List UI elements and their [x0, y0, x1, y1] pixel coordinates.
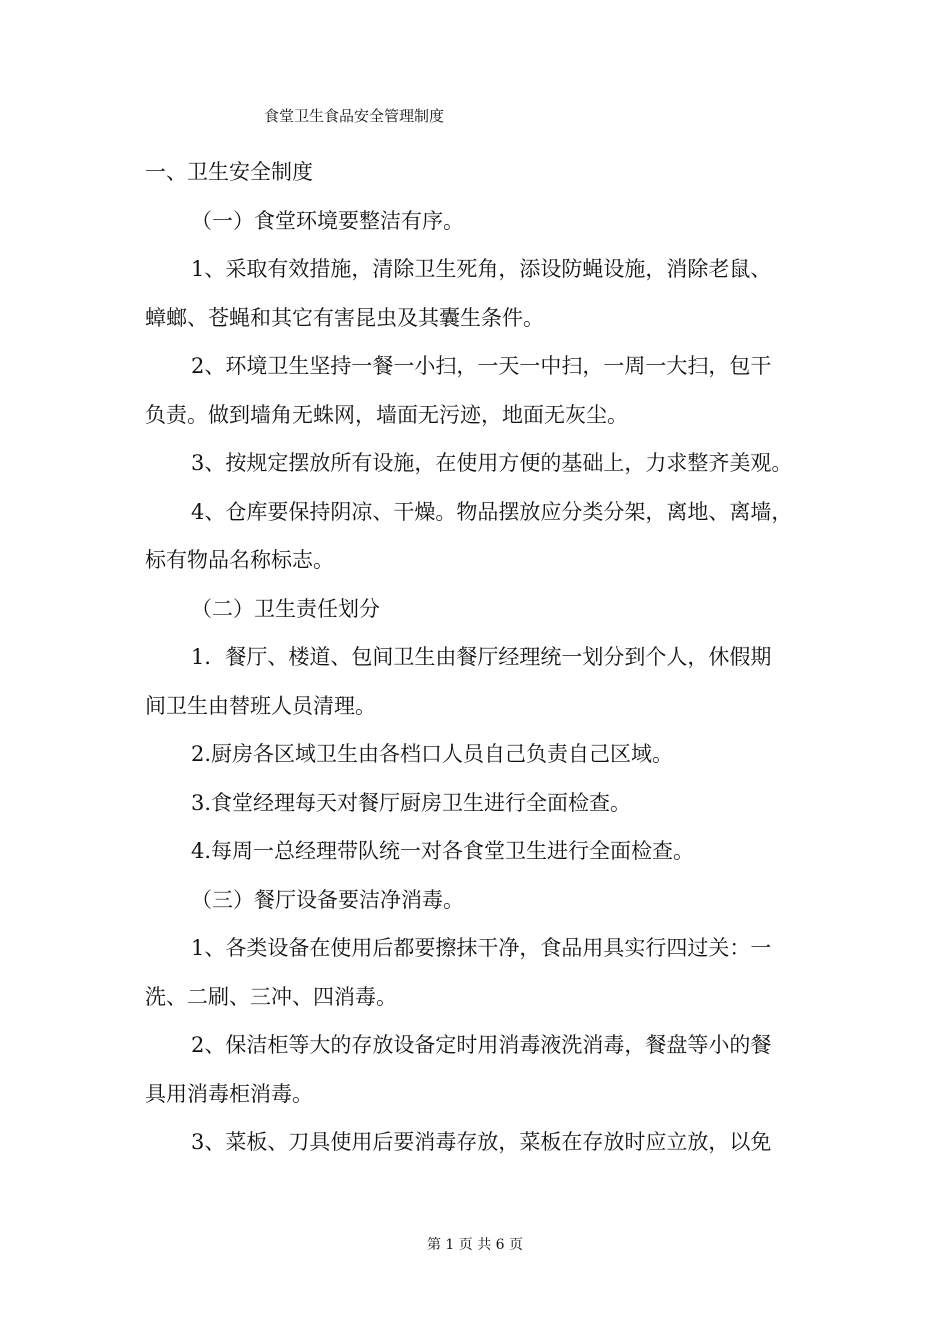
subsection-heading: （二）卫生责任划分: [191, 596, 380, 621]
subsection-heading: （一）食堂环境要整洁有序。: [191, 208, 464, 233]
paragraph-line: 4、仓库要保持阴凉、干燥。物品摆放应分类分架，离地、离墙，: [191, 499, 793, 524]
paragraph-line: 4.每周一总经理带队统一对各食堂卫生进行全面检查。: [191, 839, 695, 863]
paragraph-line: 1、各类设备在使用后都要擦抹干净，食品用具实行四过关：一: [191, 936, 772, 960]
section-heading: 一、卫生安全制度: [145, 160, 313, 184]
paragraph-line: 3、菜板、刀具使用后要消毒存放，菜板在存放时应立放，以免: [191, 1130, 772, 1154]
paragraph-line: 蟑螂、苍蝇和其它有害昆虫及其囊生条件。: [145, 305, 544, 330]
document-title: 食堂卫生食品安全管理制度: [264, 107, 445, 125]
document-body: [145, 148, 810, 1167]
paragraph-line: 负责。做到墙角无蛛网，墙面无污迹，地面无灰尘。: [145, 402, 628, 427]
paragraph-line: 具用消毒柜消毒。: [145, 1081, 313, 1106]
paragraph-line: 1、采取有效措施，清除卫生死角，添设防蝇设施，消除老鼠、: [191, 257, 772, 281]
paragraph-line: 标有物品名称标志。: [145, 548, 334, 572]
page-footer: 第 1 页 共 6 页: [426, 1237, 524, 1253]
subsection-heading: （三）餐厅设备要洁净消毒。: [191, 887, 464, 912]
paragraph-line: 2、保洁柜等大的存放设备定时用消毒液洗消毒，餐盘等小的餐: [191, 1033, 772, 1057]
paragraph-line: 1．餐厅、楼道、包间卫生由餐厅经理统一划分到个人，休假期: [191, 645, 772, 669]
paragraph-line: 3、按规定摆放所有设施，在使用方便的基础上，力求整齐美观。: [191, 451, 793, 475]
paragraph-line: 3.食堂经理每天对餐厅厨房卫生进行全面检查。: [191, 790, 632, 815]
paragraph-line: 2.厨房各区域卫生由各档口人员自己负责自己区域。: [191, 742, 674, 766]
paragraph-line: 洗、二刷、三冲、四消毒。: [145, 984, 397, 1009]
paragraph-line: 2、环境卫生坚持一餐一小扫，一天一中扫，一周一大扫，包干: [191, 354, 772, 378]
paragraph-line: 间卫生由替班人员清理。: [145, 693, 376, 718]
